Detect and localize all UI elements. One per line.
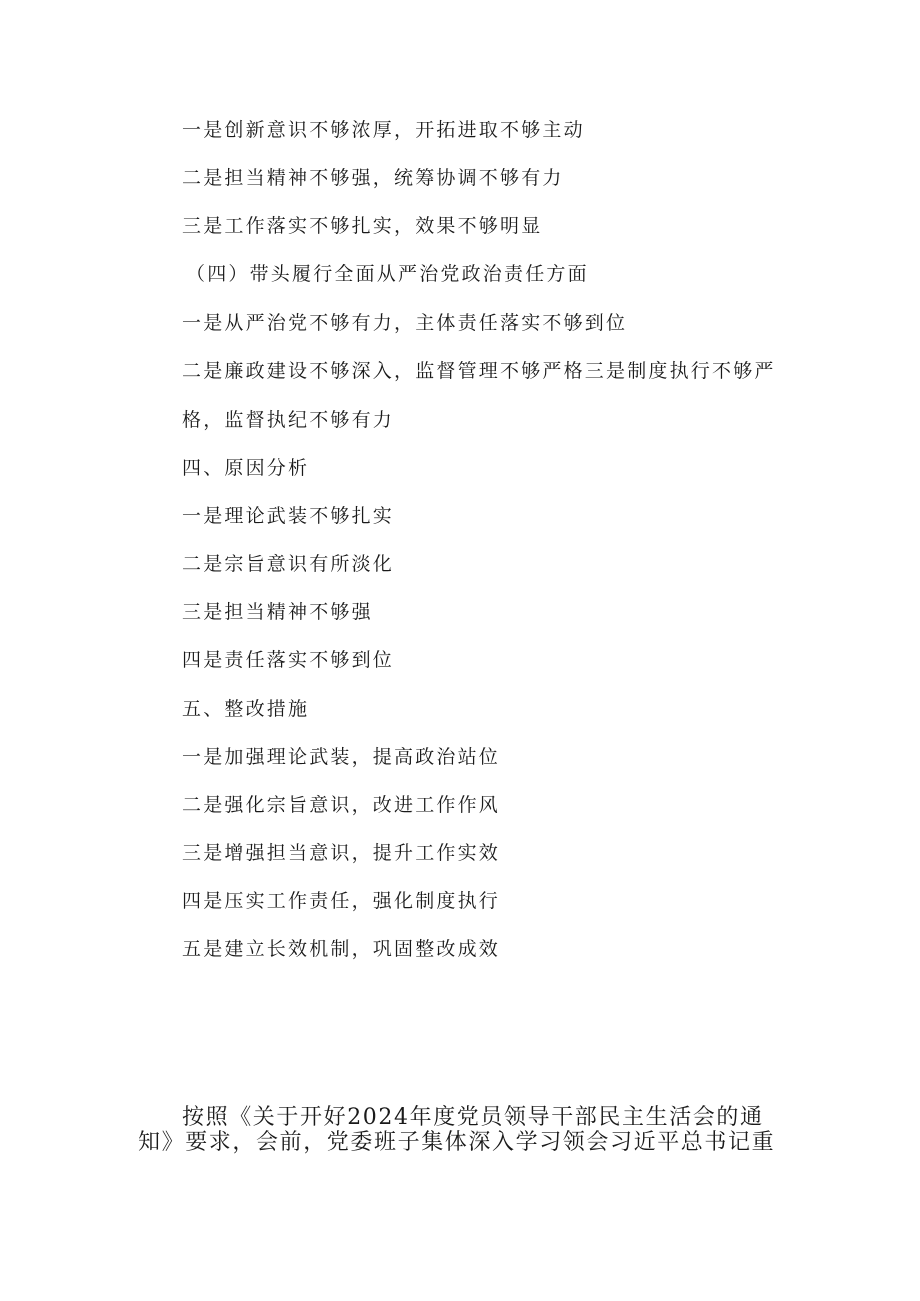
text-line: 二是廉政建设不够深入，监督管理不够严格三是制度执行不够严 xyxy=(182,360,776,382)
paragraph-line: 按照《关于开好2024年度党员领导干部民主生活会的通 xyxy=(182,1105,764,1130)
text-line: 一是从严治党不够有力，主体责任落实不够到位 xyxy=(182,312,628,334)
section-heading: 四、原因分析 xyxy=(182,457,310,479)
text-line: 三是担当精神不够强 xyxy=(182,601,373,623)
text-line: 四是压实工作责任，强化制度执行 xyxy=(182,890,501,912)
section-heading: 五、整改措施 xyxy=(182,698,310,720)
text-line: 三是增强担当意识，提升工作实效 xyxy=(182,842,501,864)
text-line: 一是创新意识不够浓厚，开拓进取不够主动 xyxy=(182,119,585,141)
text-line: 三是工作落实不够扎实，效果不够明显 xyxy=(182,215,543,237)
text-line: 二是强化宗旨意识，改进工作作风 xyxy=(182,794,501,816)
text-line: 四是责任落实不够到位 xyxy=(182,649,395,671)
section-heading: （四）带头履行全面从严治党政治责任方面 xyxy=(186,263,589,285)
paragraph-line: 知》要求，会前，党委班子集体深入学习领会习近平总书记重 xyxy=(138,1130,776,1155)
text-line: 二是宗旨意识有所淡化 xyxy=(182,553,395,575)
text-line: 一是加强理论武装，提高政治站位 xyxy=(182,746,501,768)
text-line: 一是理论武装不够扎实 xyxy=(182,505,395,527)
text-line: 格，监督执纪不够有力 xyxy=(182,409,395,431)
text-line: 五是建立长效机制，巩固整改成效 xyxy=(182,938,501,960)
text-line: 二是担当精神不够强，统筹协调不够有力 xyxy=(182,167,564,189)
